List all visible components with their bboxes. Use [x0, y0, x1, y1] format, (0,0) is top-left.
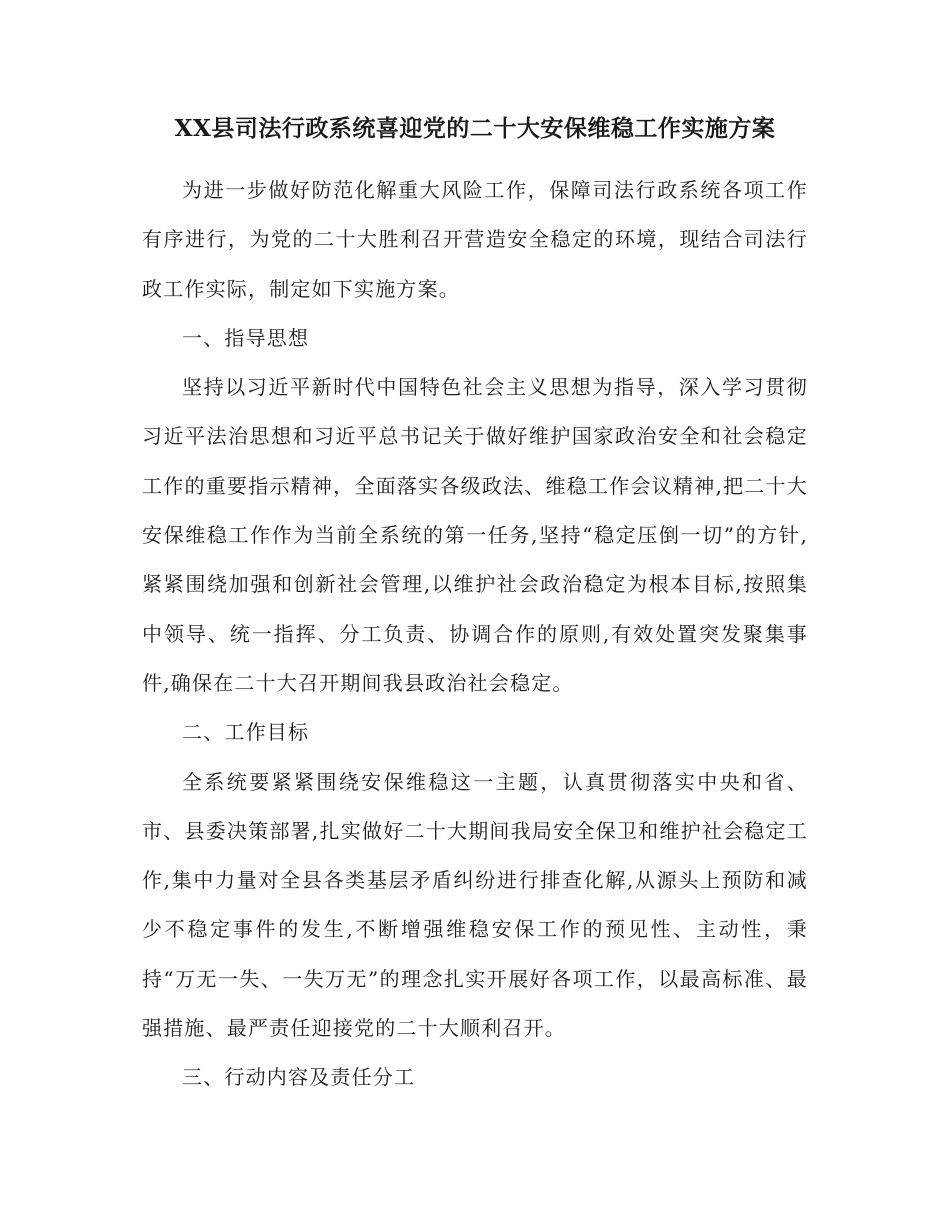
- document-body: [142, 166, 808, 1103]
- section-body-work-goals: 全系统要紧紧围绕安保维稳这一主题，认真贯彻落实中央和省、市、县委决策部署,扎实做好二十大期间我局安全保卫和维护社会稳定工作,集中力量对全县各类基层矛盾纠纷进行排查化解,从源头上预防和减少不稳定事件的发生,不断增强维稳安保工作的预见性、主动性，秉持“万无一失、一失万无”的理念扎实开展好各项工作，以最高标准、最强措施、最严责任迎接党的二十大顺利召开。: [142, 769, 808, 1041]
- intro-paragraph: 为进一步做好防范化解重大风险工作，保障司法行政系统各项工作有序进行，为党的二十大胜利召开营造安全稳定的环境，现结合司法行政工作实际，制定如下实施方案。: [142, 178, 808, 301]
- section-heading-work-goals: 二、工作目标: [182, 720, 310, 745]
- section-body-guiding-ideology: 坚持以习近平新时代中国特色社会主义思想为指导，深入学习贯彻习近平法治思想和习近平总书记关于做好维护国家政治安全和社会稳定工作的重要指示精神，全面落实各级政法、维稳工作会议精神,把二十大安保维稳工作作为当前全系统的第一任务,坚持“稳定压倒一切”的方针,紧紧围绕加强和创新社会管理,以维护社会政治稳定为根本目标,按照集中领导、统一指挥、分工负责、协调合作的原则,有效处置突发聚集事件,确保在二十大召开期间我县政治社会稳定。: [142, 375, 808, 695]
- section-heading-actions-responsibilities: 三、行动内容及责任分工: [182, 1065, 416, 1090]
- document-title: XX县司法行政系统喜迎党的二十大安保维稳工作实施方案: [174, 115, 776, 142]
- section-heading-guiding-ideology: 一、指导思想: [182, 325, 310, 350]
